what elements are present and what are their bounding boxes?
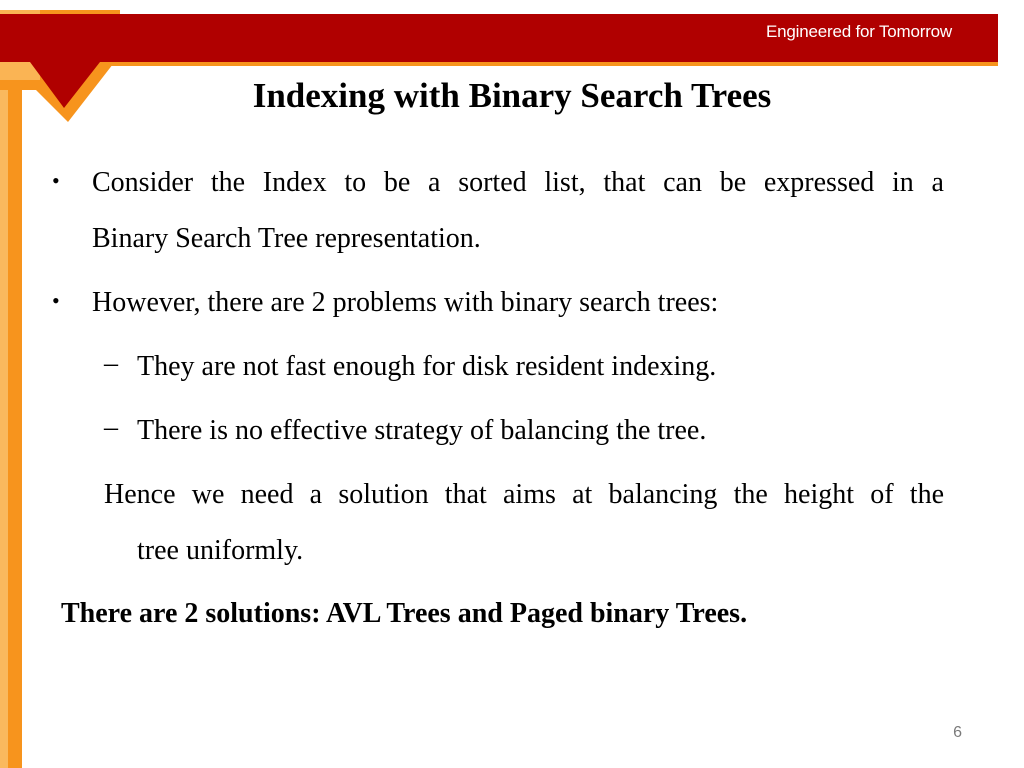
bullet-2-line-1: However, there are 2 problems with binary search trees: xyxy=(92,287,719,318)
left-accent-highlight xyxy=(0,60,8,768)
sub-bullet-dash: – xyxy=(104,412,118,443)
sub-bullet-1: They are not fast enough for disk resident indexing. xyxy=(137,351,717,382)
bullet-dot: • xyxy=(52,288,60,313)
sub-bullet-2: There is no effective strategy of balancing the tree. xyxy=(137,415,707,446)
bullet-1-line-1: Consider the Index to be a sorted list, that can be expressed in a xyxy=(92,167,944,198)
bullet-dot: • xyxy=(52,168,60,193)
page-number: 6 xyxy=(953,724,962,741)
conclusion: There are 2 solutions: AVL Trees and Paged binary Trees. xyxy=(61,598,748,629)
banner-underline xyxy=(100,62,998,66)
sub-bullet-dash: – xyxy=(104,348,118,379)
slide-title: Indexing with Binary Search Trees xyxy=(252,76,772,115)
note-line-2: tree uniformly. xyxy=(137,535,304,566)
tagline: Engineered for Tomorrow xyxy=(766,22,952,41)
note-line-1: Hence we need a solution that aims at balancing the height of the xyxy=(104,479,944,510)
bullet-1-line-2: Binary Search Tree representation. xyxy=(92,223,481,254)
